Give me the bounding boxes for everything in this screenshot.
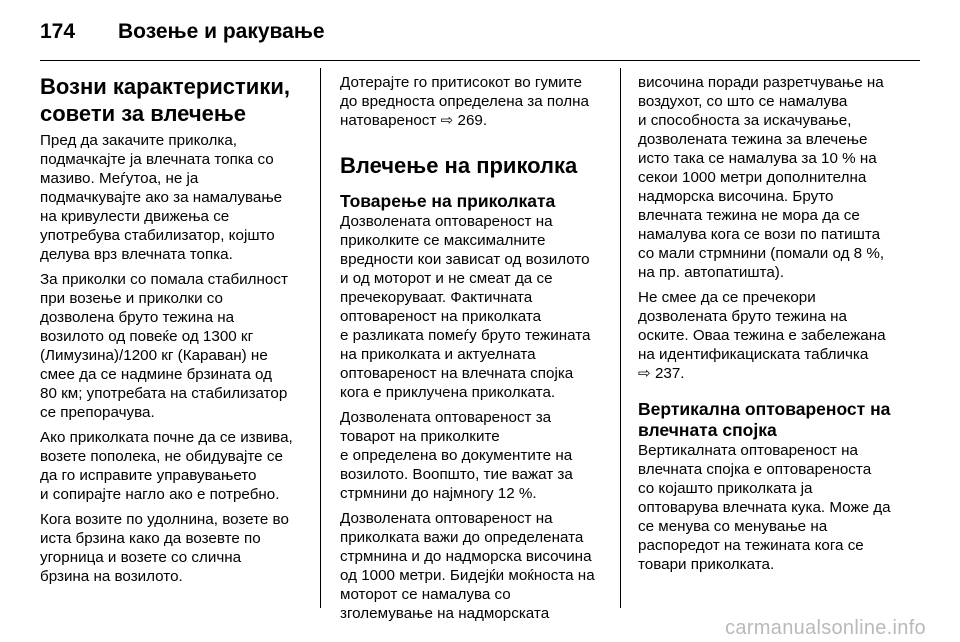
section-heading-driving: Возни карактеристики, совети за влечење [40,74,290,126]
running-title: Возење и ракување [118,20,325,43]
column-divider-2 [620,68,621,608]
subheading-trailer-loading: Товарење на приколката [340,191,556,211]
paragraph: Дотерајте го притисокот во гумите до вредноста определена за полна натовареност ⇨ 269. [340,74,589,129]
paragraph: Кога возите по удолнина, возете во иста брзина како да возевте по угорница и возете со слична брзина на возилото. [40,511,289,585]
section-heading-towing: Влечење на приколка [340,153,578,178]
paragraph: Не смее да се пречекори дозволената бруто тежина на оските. Оваа тежина е забележана на идентификациската табличка ⇨ 237. [638,289,886,382]
watermark: carmanualsonline.info [725,617,926,639]
paragraph: Вертикалната оптовареност на влечната спојка е оптовареноста со којашто приколката ја оптоварува влечната кука. Може да се менува со менување на распоредот на тежината кога се товари приколката. [638,442,891,573]
column-3 [638,73,920,580]
paragraph: Дозволената оптовареност на приколките се максималните вредности кои зависат од возилото и од моторот и не смеат да се пречекоруваат. Фактичната оптовареност на приколката е разликата помеѓу бруто тежината на приколката и актуелната оптовареност на влечната спојка кога е приклучена приколката. [340,213,591,401]
paragraph: Пред да закачите приколка, подмачкајте ја влечната топка со мазиво. Меѓутоа, не ја подмачкувајте ако за намалување на кривулести движења се употребува стабилизатор, којшто делува врз влечната топка. [40,132,283,263]
paragraph: Дозволената оптовареност на приколката важи до определената стрмнина и до надморска височина од 1000 метри. Бидејќи моќноста на моторот се намалува со зголемување на надморската [340,510,595,622]
header-rule [40,60,920,61]
column-divider-1 [320,68,321,608]
subheading-vertical-load: Вертикална оптовареност на влечната спојка [638,399,891,440]
column-1 [40,73,312,592]
paragraph: Ако приколката почне да се извива, возете пополека, не обидувајте се да го исправите управувањето и сопирајте нагло ако е потребно. [40,429,293,503]
paragraph: височина поради разретчување на воздухот, со што се намалува и способноста за искачување, дозволената тежина за влечење исто така се намалува за 10 % на секои 1000 метри дополнителна надморска височина. Бруто влечната тежина не мора да се намалува кога се вози по патишта со мали стрмнини (помали од 8 %, на пр. автопатишта). [638,74,885,281]
paragraph: За приколки со помала стабилност при возење и приколки со дозволена бруто тежина на возилото од повеќе од 1300 кг (Лимузина)/1200 кг (Караван) не смее да се надмине брзината од 80 км; употребата на стабилизатор се препорачува. [40,271,288,421]
paragraph: Дозволената оптовареност за товарот на приколките е определена во документите на возилото. Воопшто, тие важат за стрмнини до најмногу 12 %. [340,409,573,502]
column-2 [340,73,612,629]
page-number: 174 [40,20,76,43]
